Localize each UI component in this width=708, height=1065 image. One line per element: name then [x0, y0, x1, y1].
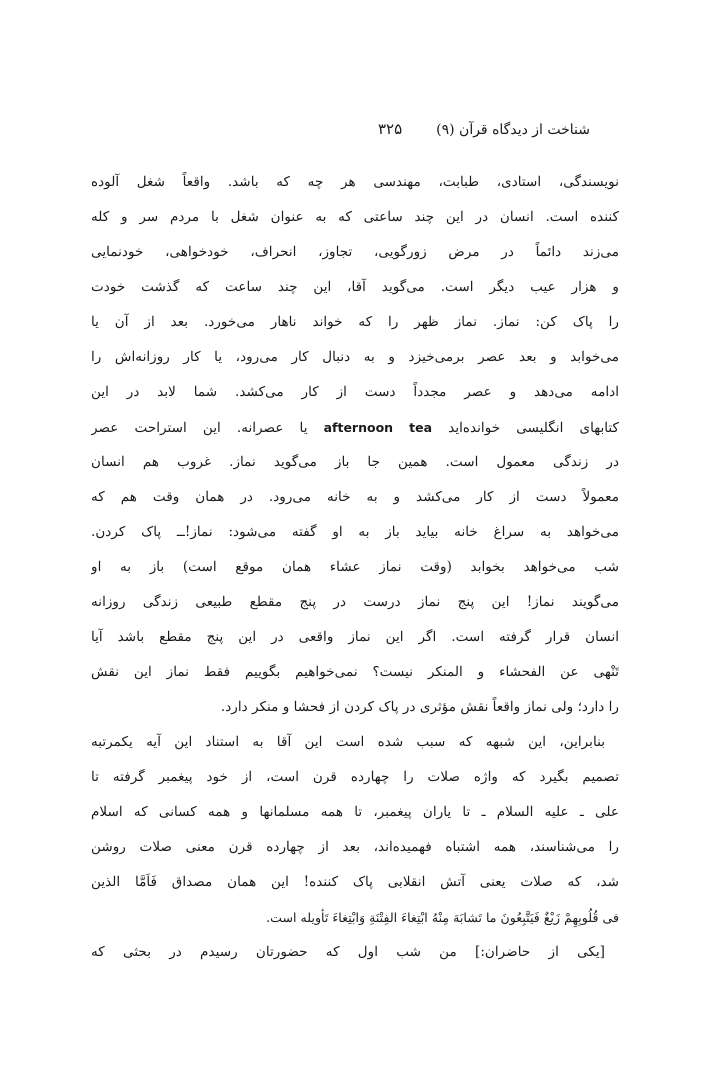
running-header	[378, 120, 590, 138]
text-line: نویسندگی، استادی، طبابت، مهندسی هر چه که باشد. واقعاً شغل آلوده	[91, 174, 619, 190]
text-line: را دارد؛ ولی نماز واقعاً نقش مؤثری در پاک کردن از فحشا و منکر دارد.	[220, 699, 619, 715]
english-term: afternoon tea	[323, 420, 433, 435]
text-line: علی ـ علیه السلام ـ تا یاران پیغمبر، تا همه مسلمانها و همه کسانی که اسلام	[91, 804, 619, 820]
text-line: را پاک کن: نماز. نماز ظهر را که خواند ناهار می‌خورد. بعد از آن یا	[91, 314, 619, 330]
text-line: می‌زند دائماً در مرض زورگویی، تجاوز، انحراف، خودخواهی، خودنمایی	[91, 244, 619, 260]
text-line: کننده است. انسان در این چند ساعتی که به عنوان شغل با مردم سر و کله	[91, 209, 619, 225]
paragraph-start: [یکی از حاضران:] من شب اول که حضورتان رسیدم در بحثی که	[91, 944, 605, 960]
text-line: شب می‌خواهد بخوابد (وقت نماز عشاء همان موقع است) باز به او	[91, 559, 619, 575]
text-line: معمولاً دست از کار می‌کشد و به خانه می‌رود. در همان وقت هم که	[91, 489, 619, 505]
page-number: ۳۲۵	[377, 120, 403, 138]
line-segment: کتابهای انگلیسی خوانده‌اید	[448, 420, 619, 436]
text-line: ادامه می‌دهد و عصر مجدداً دست از کار می‌کشد. شما لابد در این	[91, 384, 619, 400]
text-line: می‌خوابد و بعد عصر برمی‌خیزد و به دنبال کار می‌رود، یا کار روزانه‌اش را	[91, 349, 619, 365]
text-line-mixed	[91, 410, 619, 445]
text-line: شد، که صلات یعنی آتش انقلابی پاک کننده! این همان مصداق فَاَمَّا الذین	[91, 874, 619, 890]
text-line: می‌خواهد به سراغ خانه بیاید باز به او گفته می‌شود: نماز!ــ پاک کردن.	[91, 524, 619, 540]
text-line: تَنْهی عن الفحشاء و المنکر نیست؟ نمی‌خواهیم بگوییم فقط نماز این نقش	[91, 664, 619, 680]
text-line: را می‌شناسند، همه اشتباه فهمیده‌اند، بعد از چهارده قرن معنی صلات روشن	[91, 839, 619, 855]
chapter-title: شناخت از دیدگاه قرآن (۹)	[436, 122, 590, 138]
paragraph-start: بنابراین، این شبهه که سبب شده است این آقا به استناد این آیه یکمرتبه	[91, 734, 605, 750]
text-line: در زندگی معمول است. همین جا باز می‌گوید نماز. غروب هم انسان	[91, 454, 619, 470]
body-text	[91, 165, 619, 970]
text-line: و هزار عیب دیگر است. می‌گوید آقا، این چند ساعت که گذشت خودت	[91, 279, 619, 295]
quran-verse-line: فی قُلُوبِهِمْ زَیْغٌ فَیَتَّبِعُونَ ما تَشابَهَ مِنْهُ ابْتِغاءَ الفِتْنَةِ وَابْتِغاءَ تَأویله است.	[266, 910, 619, 925]
text-line: می‌گویند نماز! این پنج نماز درست در پنج مقطع طبیعی زندگی روزانه	[91, 594, 619, 610]
text-line: تصمیم بگیرد که واژه صلات را چهارده قرن است، از خود پیغمبر گرفته تا	[91, 769, 619, 785]
line-segment: یا عصرانه. این استراحت عصر	[91, 420, 308, 436]
text-line: انسان قرار گرفته است. اگر این نماز واقعی در این پنج مقطع باشد آیا	[91, 629, 619, 645]
